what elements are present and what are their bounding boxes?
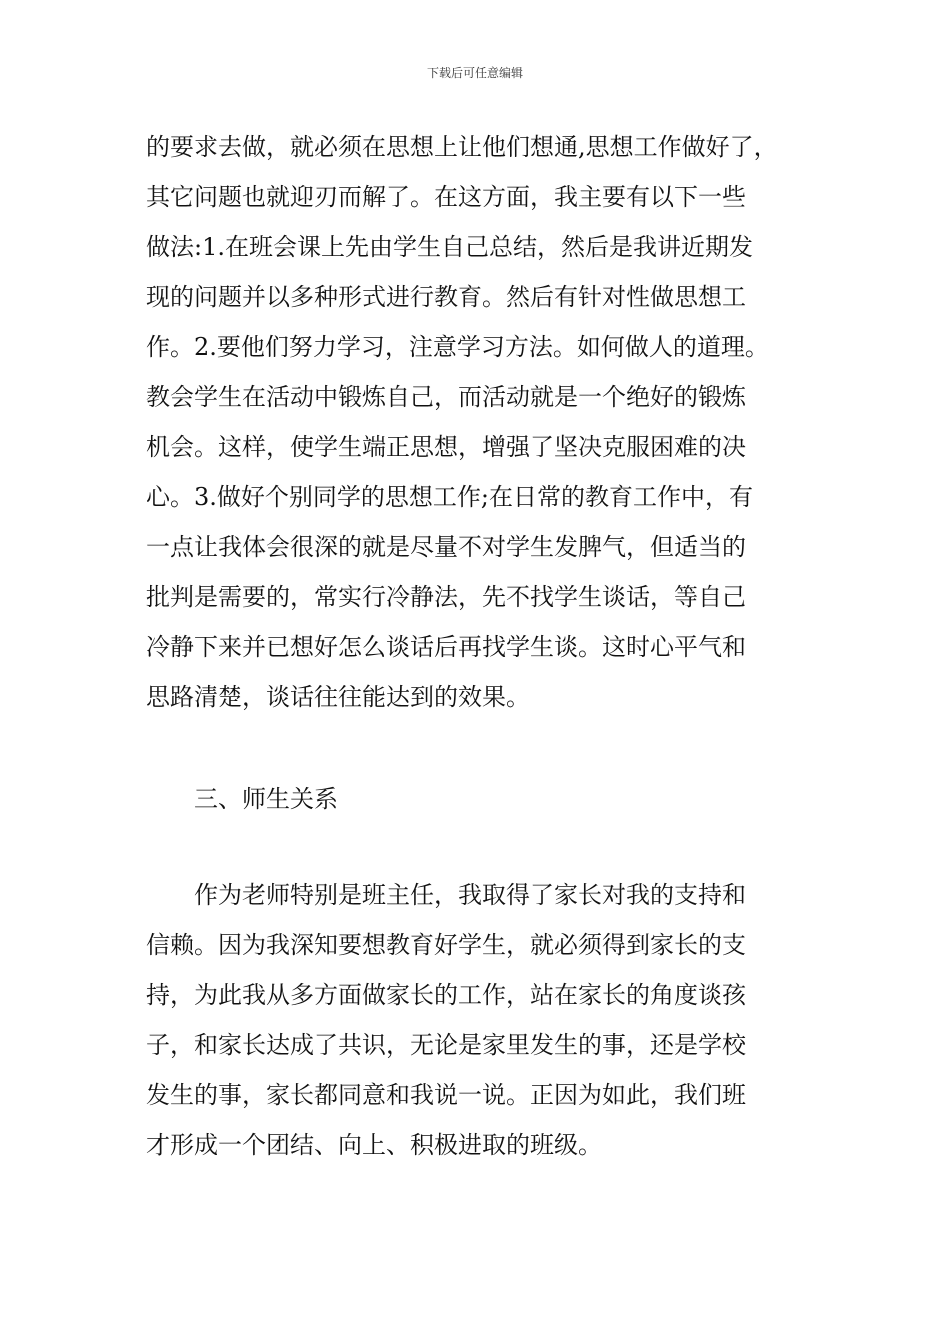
text-line: 批判是需要的，常实行冷静法，先不找学生谈话，等自己 [146, 583, 746, 611]
page-header-note: 下载后可任意编辑 [426, 66, 523, 80]
text-line: 冷静下来并已想好怎么谈话后再找学生谈。这时心平气和 [146, 633, 746, 661]
text-line: 机会。这样，使学生端正思想，增强了坚决克服困难的决 [146, 433, 746, 461]
text-line: 心。3.做好个别同学的思想工作;在日常的教育工作中，有 [146, 483, 753, 511]
text-line: 思路清楚，谈话往往能达到的效果。 [146, 683, 530, 711]
text-line: 教会学生在活动中锻炼自己，而活动就是一个绝好的锻炼 [146, 383, 746, 411]
text-line: 的要求去做，就必须在思想上让他们想通,思想工作做好了， [146, 133, 778, 161]
text-line: 作。2.要他们努力学习，注意学习方法。如何做人的道理。 [146, 333, 769, 361]
text-line: 一点让我体会很深的就是尽量不对学生发脾气，但适当的 [146, 533, 746, 561]
text-line: 信赖。因为我深知要想教育好学生，就必须得到家长的支 [146, 931, 746, 959]
text-line: 子，和家长达成了共识，无论是家里发生的事，还是学校 [146, 1031, 746, 1059]
text-line: 做法:1.在班会课上先由学生自己总结，然后是我讲近期发 [146, 233, 753, 261]
text-line: 才形成一个团结、向上、积极进取的班级。 [146, 1131, 602, 1159]
text-line: 发生的事，家长都同意和我说一说。正因为如此，我们班 [146, 1081, 746, 1109]
paragraph-1 [146, 122, 818, 722]
paragraph-2 [146, 870, 818, 1170]
text-line: 现的问题并以多种形式进行教育。然后有针对性做思想工 [146, 283, 746, 311]
text-line: 其它问题也就迎刃而解了。在这方面，我主要有以下一些 [146, 183, 746, 211]
text-line: 持，为此我从多方面做家长的工作，站在家长的角度谈孩 [146, 981, 746, 1009]
section-heading: 三、师生关系 [194, 785, 338, 813]
text-line: 作为老师特别是班主任，我取得了家长对我的支持和 [194, 881, 746, 909]
